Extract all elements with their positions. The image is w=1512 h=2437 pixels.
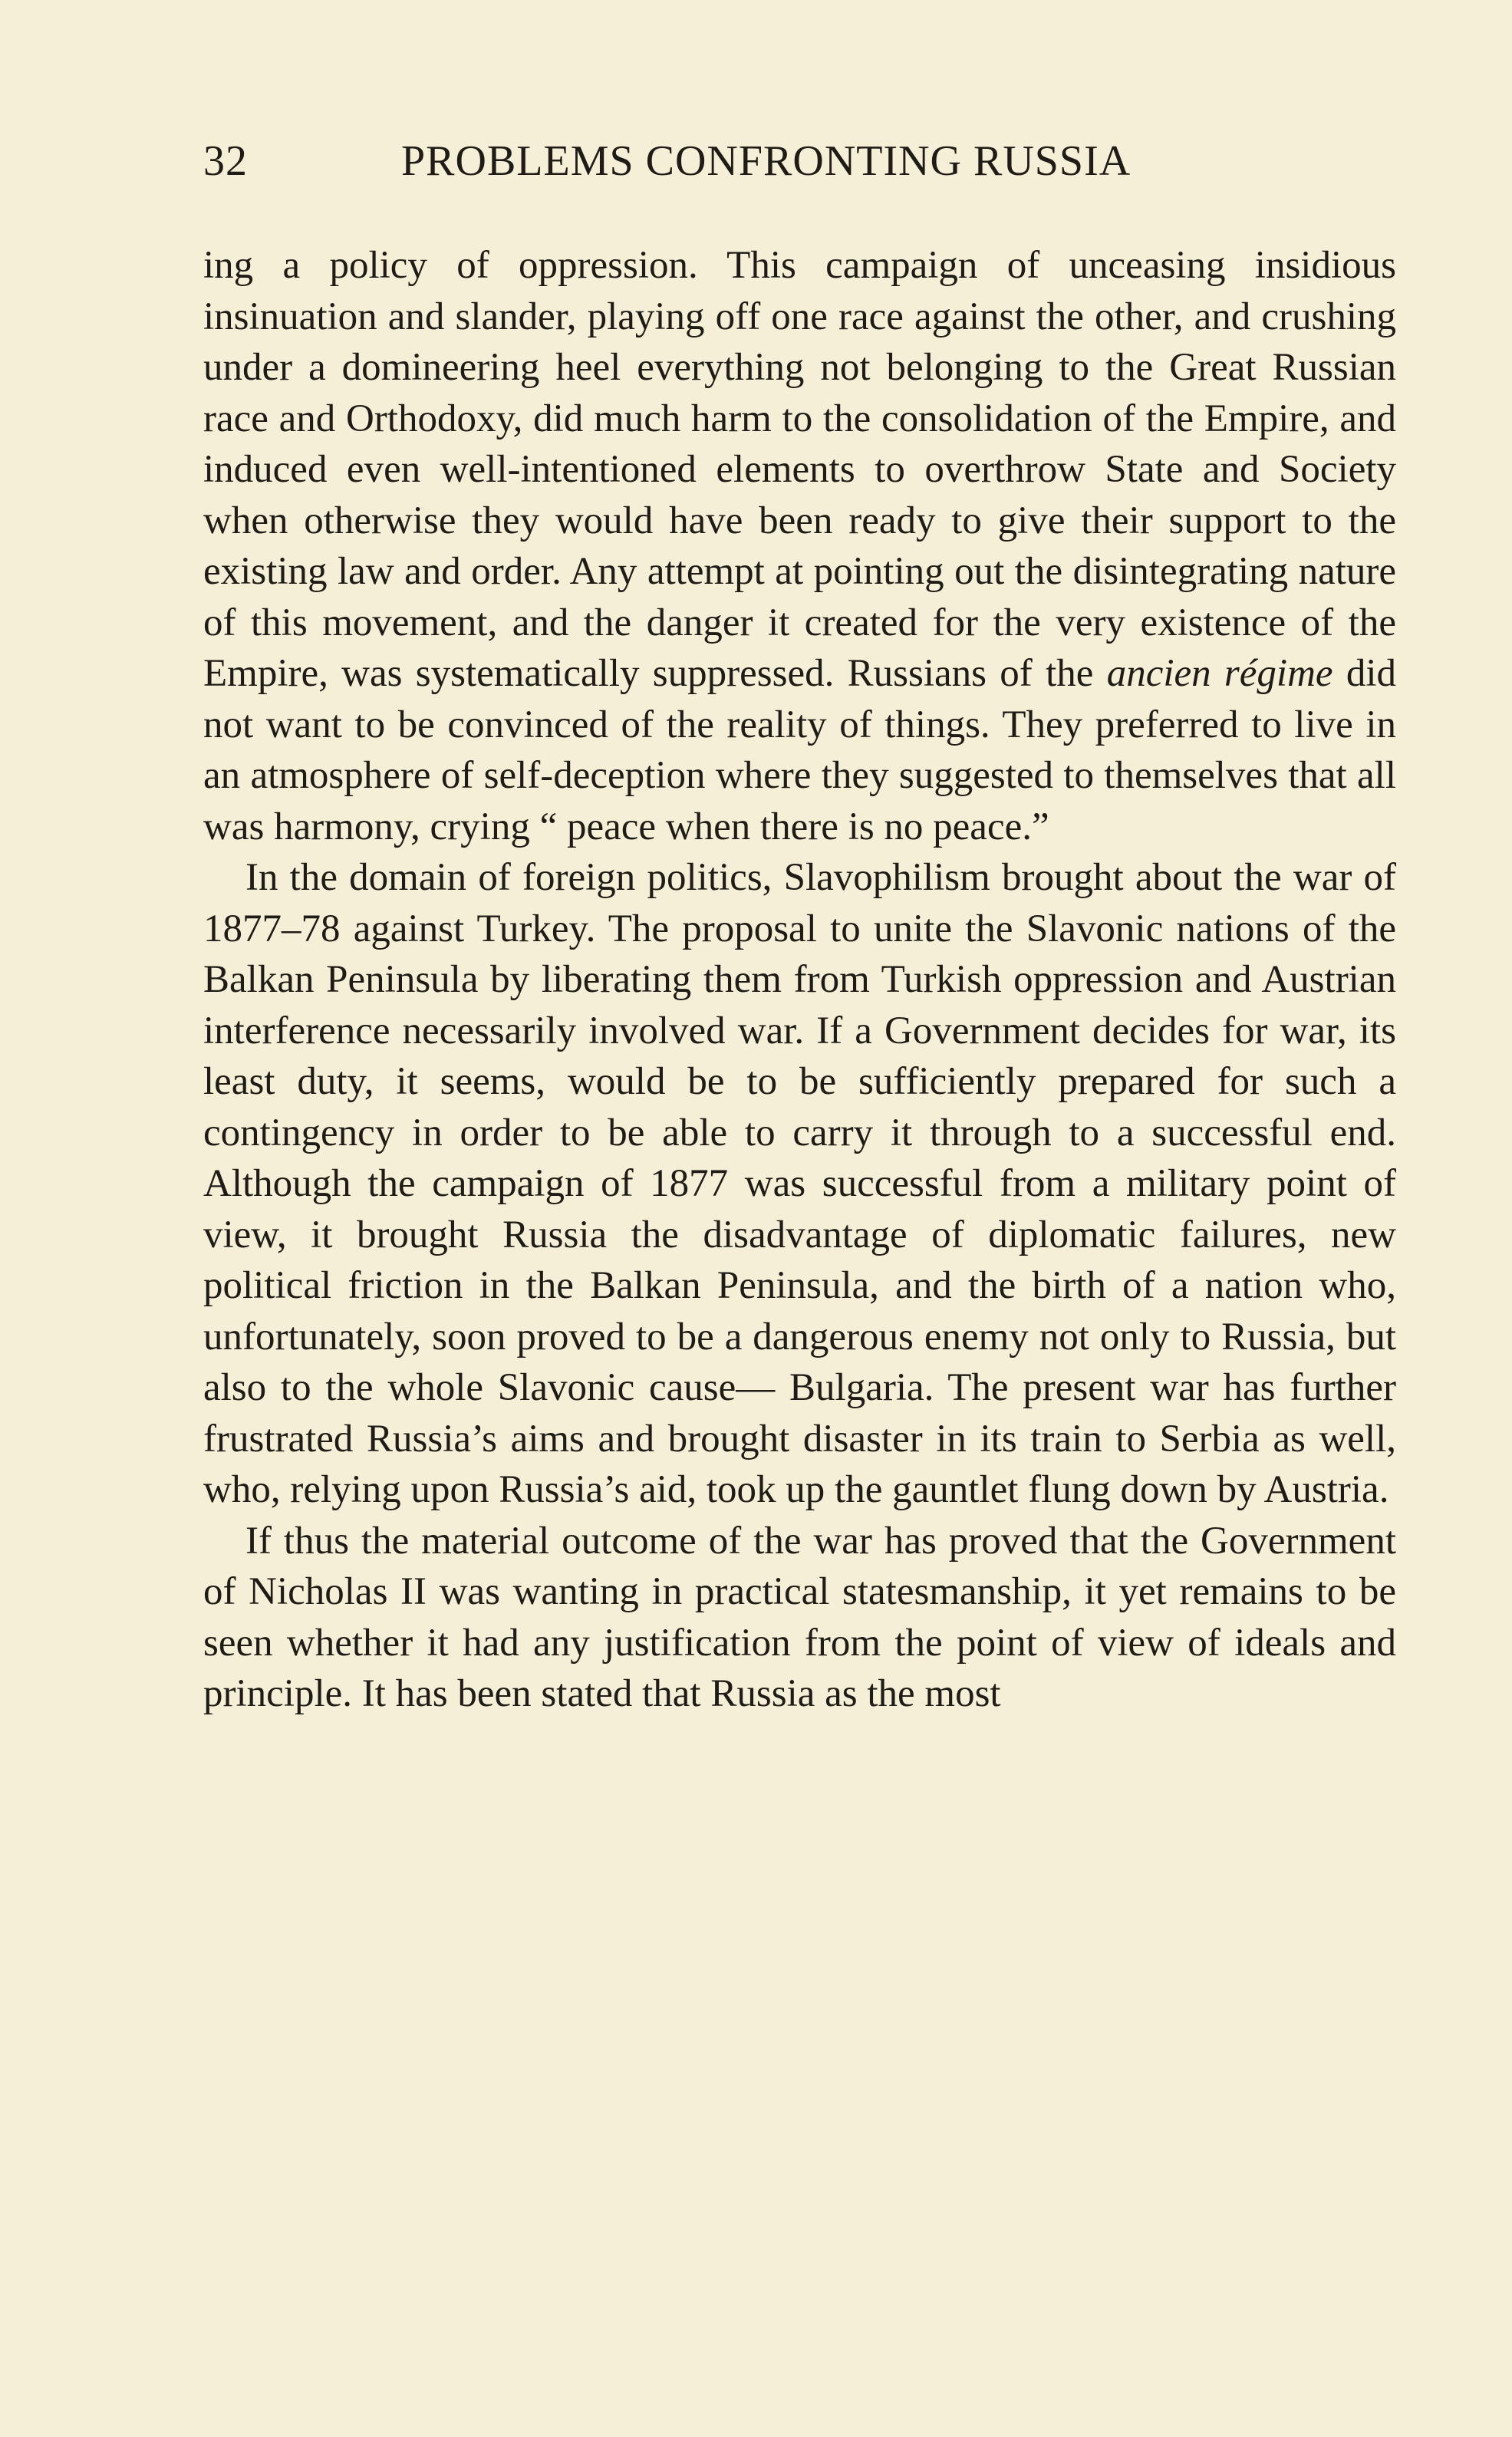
- running-title: PROBLEMS CONFRONTING RUSSIA: [401, 137, 1132, 185]
- paragraph-3: If thus the material outcome of the war has proved that the Government of Nicholas II was wanting in practical statesmanship, it yet remains to be seen whether it had any justification from the point of view of ideals and principle. It has been stated that Russia as the most: [203, 1519, 1396, 1715]
- body-text: [203, 240, 1396, 1720]
- paragraph-1-text-a: ing a policy of oppression. This campaign of unceasing insidious insinuation and slander, playing off one race against the other, and crushing under a domineering heel everything not belonging to the Great Russian race and Orthodoxy, did much harm to the consolidation of the Empire, and induced even well-intentioned elements to overthrow State and Society when otherwise they would have been ready to give their support to the existing law and order. Any attempt at pointing out the disintegrating nature of this movement, and the danger it created for the very existence of the Empire, was systematically suppressed. Russians of the: [203, 244, 1396, 695]
- page-number: 32: [203, 137, 248, 185]
- italic-phrase: ancien régime: [1106, 652, 1333, 695]
- paragraph-2: In the domain of foreign politics, Slavophilism brought about the war of 1877–78 against Turkey. The proposal to unite the Slavonic nations of the Balkan Peninsula by liberating them from Turkish oppression and Austrian interference necessarily involved war. If a Government decides for war, its least duty, it seems, would be to be sufficiently prepared for such a contingency in order to be able to carry it through to a successful end. Although the campaign of 1877 was successful from a military point of view, it brought Russia the disadvantage of diplomatic failures, new political friction in the Balkan Peninsula, and the birth of a nation who, unfortunately, soon proved to be a dangerous enemy not only to Russia, but also to the whole Slavonic cause— Bulgaria. The present war has further frustrated Russia’s aims and brought disaster in its train to Serbia as well, who, relying upon Russia’s aid, took up the gauntlet flung down by Austria.: [203, 856, 1396, 1511]
- paragraph-1: [203, 240, 1396, 852]
- paragraph-1-text-b: did not want to be convinced of the reality of things. They preferred to live in an atmosphere of self-deception where they suggested to themselves that all was harmony, crying “ peace when there is no peace.”: [203, 652, 1397, 848]
- page-header: [203, 127, 1231, 196]
